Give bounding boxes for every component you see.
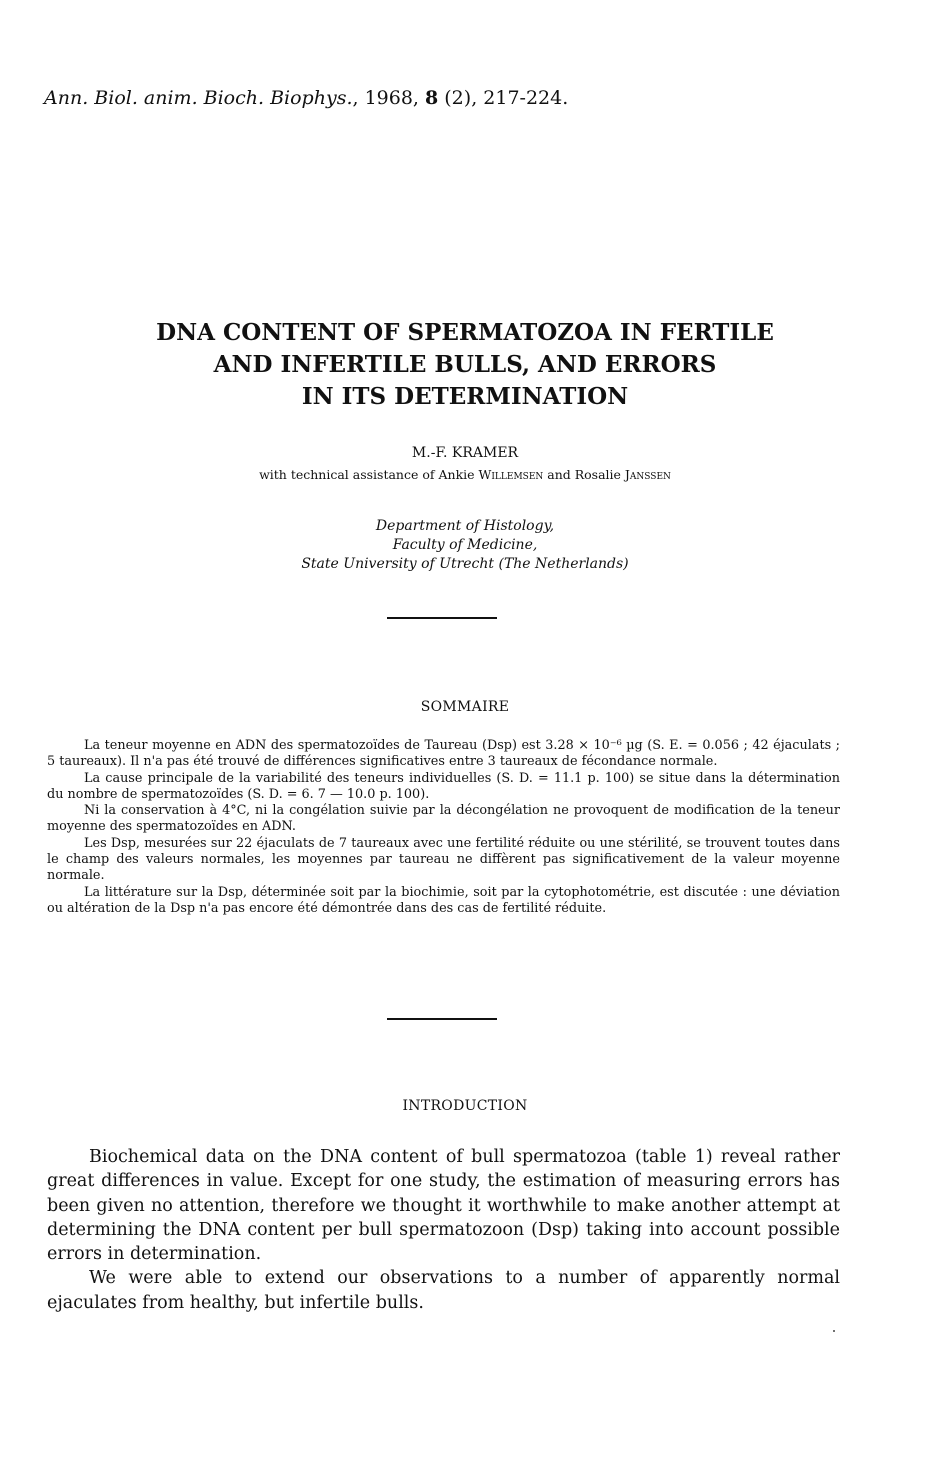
sommaire-heading: SOMMAIRE — [420, 699, 510, 715]
assistance-middle: and Rosalie — [543, 467, 625, 482]
sommaire-paragraph: Ni la conservation à 4°C, ni la congélation suivie par la décongélation ne provoquent de modification de la teneur moyenne des spermatozoïdes en ADN. — [47, 803, 840, 835]
introduction-heading: INTRODUCTION — [402, 1098, 528, 1114]
title-line: AND INFERTILE BULLS, AND ERRORS — [213, 351, 717, 378]
journal-name: Ann. Biol. anim. Bioch. Biophys. — [44, 87, 353, 109]
introduction-text — [47, 1145, 840, 1315]
sommaire-paragraph: Les Dsp, mesurées sur 22 éjaculats de 7 taureaux avec une fertilité réduite ou une stérilité, se trouvent toutes dans le champ des valeurs normales, les moyennes par taureau ne diffèrent pas significativement de la valeur moyenne normale. — [47, 835, 840, 884]
assistant-surname-2: Janssen — [624, 467, 671, 482]
separator-rule — [387, 1018, 497, 1020]
sommaire-paragraph: La cause principale de la variabilité des teneurs individuelles (S. D. = 11.1 p. 100) se situe dans la détermination du nombre de spermatozoïdes (S. D. = 6. 7 — 10.0 p. 100). — [47, 770, 840, 802]
sommaire-paragraph: La teneur moyenne en ADN des spermatozoïdes de Taureau (Dsp) est 3.28 × 10⁻⁶ µg (S. E. = 0.056 ; 42 éjaculats ; 5 taureaux). Il n'a pas été trouvé de différences significatives entre 3 taureaux de fécondance normale. — [47, 738, 840, 770]
affiliation — [0, 517, 930, 574]
affiliation-line: Department of Histology, — [375, 518, 555, 534]
sommaire-paragraph: La littérature sur la Dsp, déterminée soit par la biochimie, soit par la cytophotométrie, est discutée : une déviation ou altération de la Dsp n'a pas encore été démontrée dans des cas de fertilité réduite. — [47, 884, 840, 916]
journal-year: , 1968, — [352, 87, 425, 109]
introduction-paragraph: We were able to extend our observations to a number of apparently normal ejaculates from healthy, but infertile bulls. — [47, 1268, 840, 1313]
affiliation-line: Faculty of Medicine, — [392, 537, 538, 553]
title-line: IN ITS DETERMINATION — [301, 383, 629, 410]
author-name: M.-F. KRAMER — [411, 445, 519, 461]
sommaire-text — [47, 738, 840, 917]
journal-citation — [44, 86, 644, 110]
separator-rule — [387, 617, 497, 619]
introduction-paragraph: Biochemical data on the DNA content of bull spermatozoa (table 1) reveal rather great differences in value. Except for one study, the estimation of measuring errors has been given no attention, therefore we thought it worthwhile to make another attempt at determining the DNA content per bull spermatozoon (Dsp) taking into account possible errors in determination. — [47, 1147, 840, 1265]
journal-issue-pages: (2), 217-224. — [438, 87, 569, 109]
assistant-surname-1: Willemsen — [478, 467, 544, 482]
journal-volume: 8 — [425, 87, 439, 109]
affiliation-line: State University of Utrecht (The Netherlands) — [301, 556, 629, 572]
title-line: DNA CONTENT OF SPERMATOZOA IN FERTILE — [156, 319, 774, 346]
paper-title — [80, 317, 850, 413]
assistance-prefix: with technical assistance of Ankie — [259, 467, 479, 482]
technical-assistance-line — [0, 466, 930, 484]
scan-speck — [833, 1330, 835, 1332]
